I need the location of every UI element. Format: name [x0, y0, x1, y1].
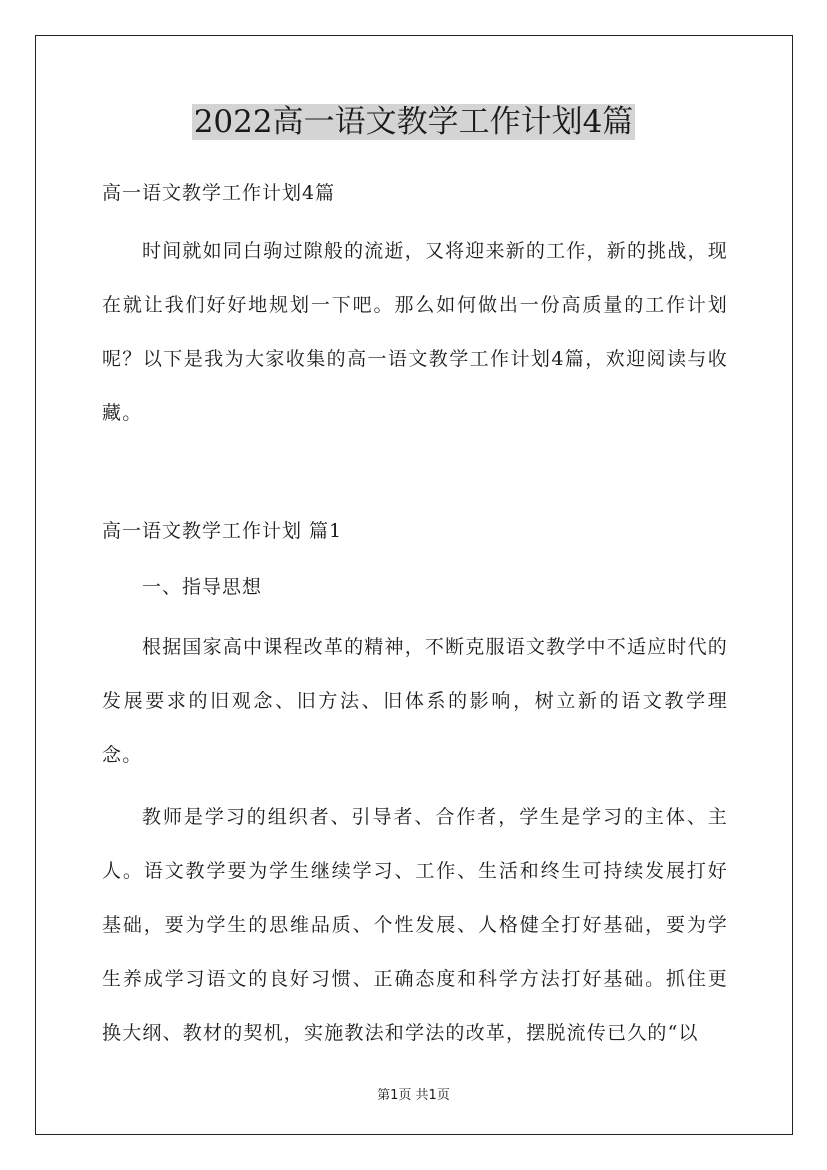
page-footer	[0, 1084, 827, 1103]
page-number: 第1页 共1页	[377, 1088, 450, 1103]
document-title	[0, 102, 827, 142]
intro-paragraph: 时间就如同白驹过隙般的流逝，又将迎来新的工作，新的挑战，现在就让我们好好地规划一下吧。那么如何做出一份高质量的工作计划呢？以下是我为大家收集的高一语文教学工作计划4篇，欢迎阅读与收藏。	[102, 240, 728, 424]
section-heading: 高一语文教学工作计划 篇1	[102, 520, 343, 542]
document-subtitle: 高一语文教学工作计划4篇	[102, 182, 336, 204]
section-subheading: 一、指导思想	[142, 576, 263, 598]
document-body	[102, 174, 728, 1060]
body-paragraph: 教师是学习的组织者、引导者、合作者，学生是学习的主体、主人。语文教学要为学生继续学习、工作、生活和终生可持续发展打好基础，要为学生的思维品质、个性发展、人格健全打好基础，要为学生养成学习语文的良好习惯、正确态度和科学方法打好基础。抓住更换大纲、教材的契机，实施教法和学法的改革，摆脱流传已久的“以	[102, 806, 728, 1044]
document-title-text: 2022高一语文教学工作计划4篇	[193, 104, 634, 140]
body-paragraph: 根据国家高中课程改革的精神，不断克服语文教学中不适应时代的发展要求的旧观念、旧方法、旧体系的影响，树立新的语文教学理念。	[102, 636, 728, 766]
